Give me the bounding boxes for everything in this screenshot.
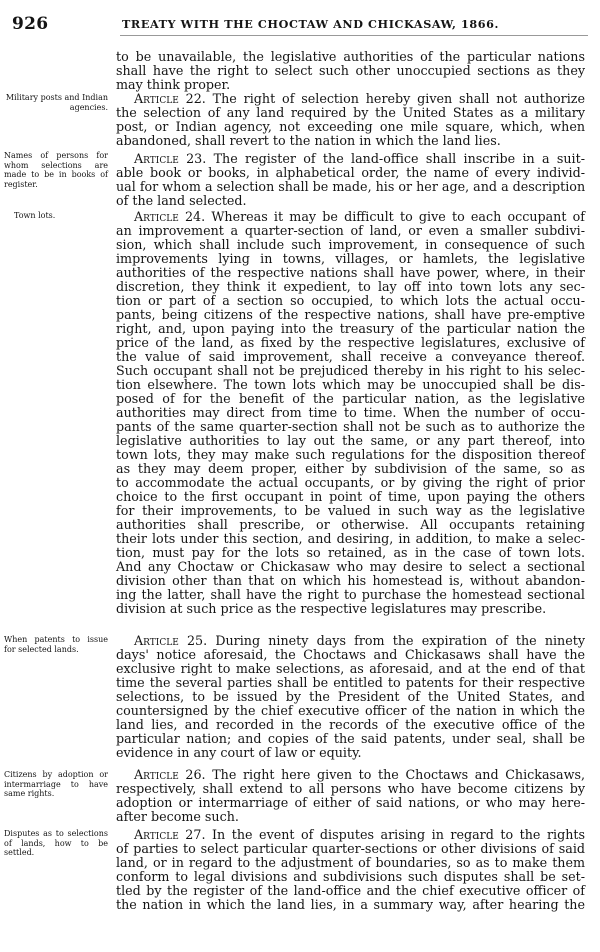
- article-22-line: [134, 92, 585, 105]
- margin-note-town-lots: Town lots.: [14, 211, 56, 220]
- text-line: an improvement a quarter-section of land, or even a smaller subdivi-: [116, 223, 585, 238]
- text-line: to be unavailable, the legislative authorities of the particular nations: [116, 49, 585, 64]
- text-line: the value of said improvement, shall receive a conveyance thereof.: [116, 349, 585, 364]
- text-line: tion, must pay for the lots so retained, as in the case of town lots.: [116, 545, 585, 560]
- margin-note-disputes: Disputes as to selections of lands, how to be settled.: [4, 829, 108, 857]
- text-line: . During ninety days from the expiration of the ninety: [203, 633, 585, 648]
- text-line: price of the land, as fixed by the respective legislatures, exclusive of: [116, 335, 585, 350]
- article-22-label: Article 22: [134, 91, 202, 106]
- text-line: post, or Indian agency, not exceeding one mile square, which, when: [116, 119, 585, 134]
- text-line: town lots, they may make such regulations for the disposition thereof: [116, 447, 585, 462]
- text-line: improvements lying in towns, villages, or hamlets, the legislative: [116, 251, 585, 266]
- text-line: the selection of any land required by the United States as a military: [116, 105, 585, 120]
- text-line: able book or books, in alphabetical order, the name of every individ-: [116, 165, 585, 180]
- article-26-label: Article 26: [134, 767, 202, 782]
- text-line: Such occupant shall not be prejudiced thereby in his right to his selec-: [116, 363, 585, 378]
- article-27-line: [134, 828, 585, 841]
- text-line: . Whereas it may be difficult to give to each occupant of: [201, 209, 585, 224]
- text-line: of parties to select particular quarter-sections or other divisions of said: [116, 841, 585, 856]
- article-24-line: [134, 210, 585, 223]
- text-line: authorities shall prescribe, or otherwise. All occupants retaining: [116, 517, 585, 532]
- text-line: shall have the right to select such other unoccupied sections as they: [116, 63, 585, 78]
- text-line: particular nation; and copies of the said patents, under seal, shall be: [116, 731, 585, 746]
- article-25-line: [134, 634, 585, 647]
- text-line: pants, being citizens of the respective nations, shall have pre-emptive: [116, 307, 585, 322]
- text-line: for their improvements, to be valued in such way as the legislative: [116, 503, 585, 518]
- text-line: adoption or intermarriage of either of said nations, or who may here-: [116, 795, 585, 810]
- article-23-label: Article 23: [134, 151, 203, 166]
- text-line: respectively, shall extend to all persons who have become citizens by: [116, 781, 585, 796]
- text-line: the nation in which the land lies, in a summary way, after hearing the: [116, 897, 585, 912]
- text-line: ing the latter, shall have the right to purchase the homestead sectional: [116, 587, 585, 602]
- margin-note-register-names: Names of persons for whom selections are made to be in books of register.: [4, 151, 108, 189]
- text-line: after become such.: [116, 809, 239, 824]
- text-line: discretion, they think it expedient, to lay off into town lots any sec-: [116, 279, 585, 294]
- text-line: may think proper.: [116, 77, 231, 92]
- text-line: authorities may direct from time to time. When the number of occu-: [116, 405, 585, 420]
- text-line: sion, which shall include such improvement, in consequence of such: [116, 237, 585, 252]
- text-line: land, or in regard to the adjustment of boundaries, so as to make them: [116, 855, 585, 870]
- text-line: And any Choctaw or Chickasaw who may desire to select a sectional: [116, 559, 585, 574]
- text-line: tion elsewhere. The town lots which may be unoccupied shall be dis-: [116, 377, 585, 392]
- page-number: 926: [12, 14, 49, 34]
- page-header: [10, 14, 588, 34]
- text-line: authorities of the respective nations shall have power, where, in their: [116, 265, 585, 280]
- text-line: ual for whom a selection shall be made, his or her age, and a description: [116, 179, 586, 194]
- treaty-text: [0, 38, 600, 950]
- text-line: legislative authorities to lay out the same, or any part thereof, into: [116, 433, 585, 448]
- text-line: to accommodate the actual occupants, or by giving the right of prior: [116, 475, 585, 490]
- text-line: tled by the register of the land-office and the chief executive officer of: [116, 883, 585, 898]
- text-line: days' notice aforesaid, the Choctaws and Chickasaws shall have the: [116, 647, 585, 662]
- text-line: conform to legal divisions and subdivisions such disputes shall be set-: [116, 869, 585, 884]
- text-line: exclusive right to make selections, as aforesaid, and at the end of that: [116, 661, 585, 676]
- margin-note-military-posts: Military posts and Indian agencies.: [5, 93, 108, 112]
- margin-note-patents: When patents to issue for selected lands.: [4, 635, 108, 654]
- text-line: of the land selected.: [116, 193, 247, 208]
- text-line: countersigned by the chief executive officer of the nation in which the: [116, 703, 585, 718]
- text-line: division other than that on which his homestead is, without abandon-: [116, 573, 585, 588]
- text-line: . The right here given to the Choctaws and Chickasaws,: [201, 767, 585, 782]
- text-line: right, and, upon paying into the treasury of the particular nation the: [116, 321, 585, 336]
- text-line: land lies, and recorded in the records of the executive office of the: [116, 717, 585, 732]
- text-line: evidence in any court of law or equity.: [116, 745, 362, 760]
- article-23-line: [134, 152, 585, 165]
- text-line: division at such price as the respective legislatures may prescribe.: [116, 601, 547, 616]
- article-25-label: Article 25: [134, 633, 204, 648]
- text-line: selections, to be issued by the President of the United States, and: [116, 689, 585, 704]
- text-line: as they may deem proper, either by subdivision of the same, so as: [116, 461, 585, 476]
- text-line: abandoned, shall revert to the nation in which the land lies.: [116, 133, 501, 148]
- text-line: tion or part of a section so occupied, to which lots the actual occu-: [116, 293, 585, 308]
- article-24-label: Article 24: [134, 209, 202, 224]
- text-line: . The right of selection hereby given shall not authorize: [201, 91, 585, 106]
- article-27-label: Article 27: [134, 827, 202, 842]
- running-title: TREATY WITH THE CHOCTAW AND CHICKASAW, 1866.: [122, 17, 500, 31]
- text-line: posed of for the benefit of the particular nation, as the legislative: [116, 391, 585, 406]
- text-line: their lots under this section, and desiring, in addition, to make a selec-: [116, 531, 585, 546]
- text-line: time the several parties shall be entitled to patents for their respective: [116, 675, 585, 690]
- margin-note-citizens-adoption: Citizens by adoption or intermarriage to have same rights.: [4, 770, 108, 798]
- text-line: . The register of the land-office shall inscribe in a suit-: [202, 151, 585, 166]
- header-rule: [120, 35, 588, 36]
- text-line: pants of the same quarter-section shall not be such as to authorize the: [116, 419, 585, 434]
- article-26-line: [134, 768, 585, 781]
- text-line: choice to the first occupant in point of time, upon paying the others: [116, 489, 585, 504]
- text-line: . In the event of disputes arising in regard to the rights: [201, 827, 585, 842]
